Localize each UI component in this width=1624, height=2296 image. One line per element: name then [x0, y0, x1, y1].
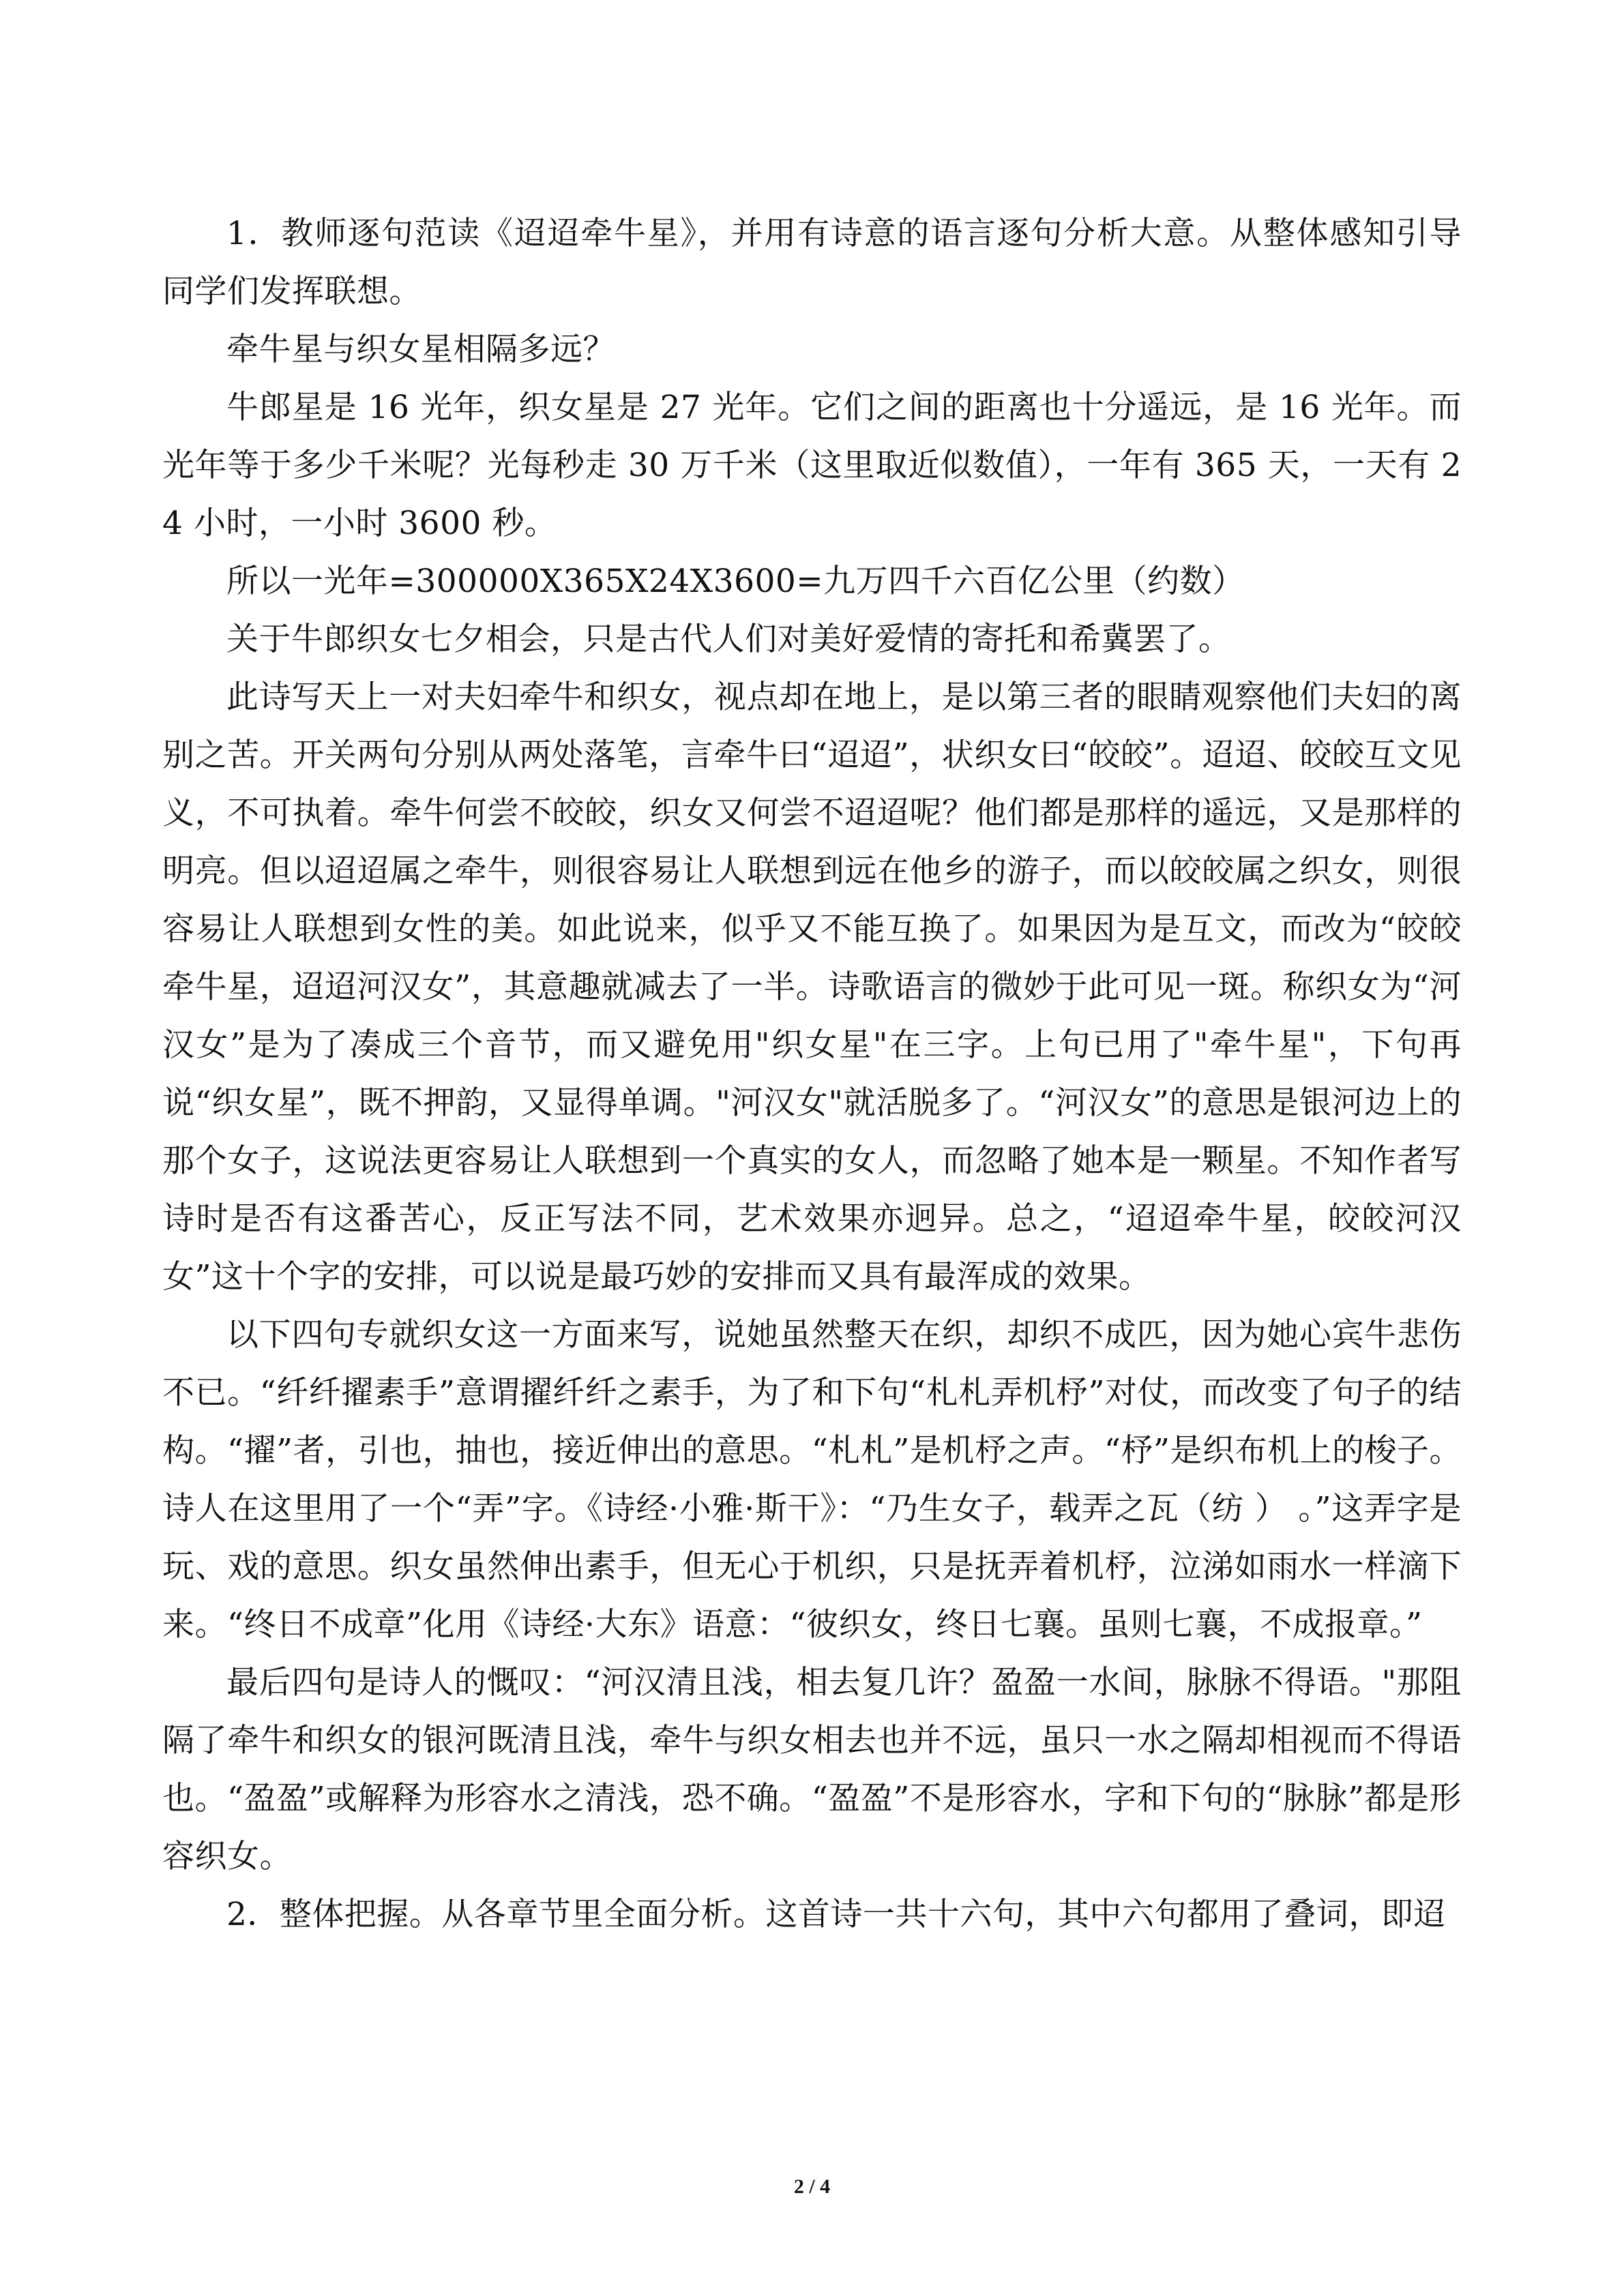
paragraph-intro-step-1: 1．教师逐句范读《迢迢牵牛星》，并用有诗意的语言逐句分析大意。从整体感知引导同学们发挥联想。	[162, 215, 1462, 310]
paragraph-light-year-distance: 牛郎星是 16 光年，织女星是 27 光年。它们之间的距离也十分遥远，是 16 光年。而光年等于多少千米呢？光每秒走 30 万千米（这里取近似数值），一年有 365 天，一天有 24 小时，一小时 3600 秒。	[162, 389, 1462, 542]
page-number: 2 / 4	[793, 2175, 831, 2198]
paragraph-weaving-lines-analysis: 以下四句专就织女这一方面来写，说她虽然整天在织，却织不成匹，因为她心宾牛悲伤不已。“纤纤擢素手”意谓擢纤纤之素手，为了和下句“札札弄机杼”对仗，而改变了句子的结构。“擢”者，引也，抽也，接近伸出的意思。“札札”是机杼之声。“杼”是织布机上的梭子。诗人在这里用了一个“弄”字。《诗经·小雅·斯干》：“乃生女子，载弄之瓦（纺 ） 。”这弄字是玩、戏的意思。织女虽然伸出素手，但无心于机织，只是抚弄着机杼，泣涕如雨水一样滴下来。“终日不成章”化用《诗经·大东》语意：“彼织女，终日七襄。虽则七襄，不成报章。”	[162, 1316, 1462, 1643]
paragraph-light-year-formula: 所以一光年=300000X365X24X3600=九万四千六百亿公里（约数）	[226, 563, 1245, 600]
paragraph-closing-lines-analysis: 最后四句是诗人的慨叹：“河汉清且浅，相去复几许？盈盈一水间，脉脉不得语。"那阻隔了牵牛和织女的银河既清且浅，牵牛与织女相去也并不远，虽只一水之隔却相视而不得语也。“盈盈”或解释为形容水之清浅，恐不确。“盈盈”不是形容水，字和下句的“脉脉”都是形容织女。	[162, 1664, 1462, 1875]
paragraph-opening-lines-analysis: 此诗写天上一对夫妇牵牛和织女，视点却在地上，是以第三者的眼睛观察他们夫妇的离别之苦。开关两句分别从两处落笔，言牵牛曰“迢迢”，状织女曰“皎皎”。迢迢、皎皎互文见义，不可执着。牵牛何尝不皎皎，织女又何尝不迢迢呢？他们都是那样的遥远，又是那样的明亮。但以迢迢属之牵牛，则很容易让人联想到远在他乡的游子，而以皎皎属之织女，则很容易让人联想到女性的美。如此说来，似乎又不能互换了。如果因为是互文，而改为“皎皎牵牛星，迢迢河汉女”，其意趣就减去了一半。诗歌语言的微妙于此可见一斑。称织女为“河汉女”是为了凑成三个音节，而又避免用"织女星"在三字。上句已用了"牵牛星"，下句再说“织女星”，既不押韵，又显得单调。"河汉女"就活脱多了。“河汉女”的意思是银河边上的那个女子，这说法更容易让人联想到一个真实的女人，而忽略了她本是一颗星。不知作者写诗时是否有这番苦心，反正写法不同，艺术效果亦迥异。总之，“迢迢牵牛星，皎皎河汉女”这十个字的安排，可以说是最巧妙的安排而又具有最浑成的效果。	[162, 679, 1462, 1296]
paragraph-overall-grasp-step-2: 2．整体把握。从各章节里全面分析。这首诗一共十六句，其中六句都用了叠词，即迢	[226, 1896, 1446, 1933]
paragraph-qixi-legend: 关于牛郎织女七夕相会，只是古代人们对美好爱情的寄托和希冀罢了。	[226, 621, 1231, 658]
paragraph-question-distance: 牵牛星与织女星相隔多远？	[226, 331, 615, 368]
document-body	[162, 205, 1462, 1943]
